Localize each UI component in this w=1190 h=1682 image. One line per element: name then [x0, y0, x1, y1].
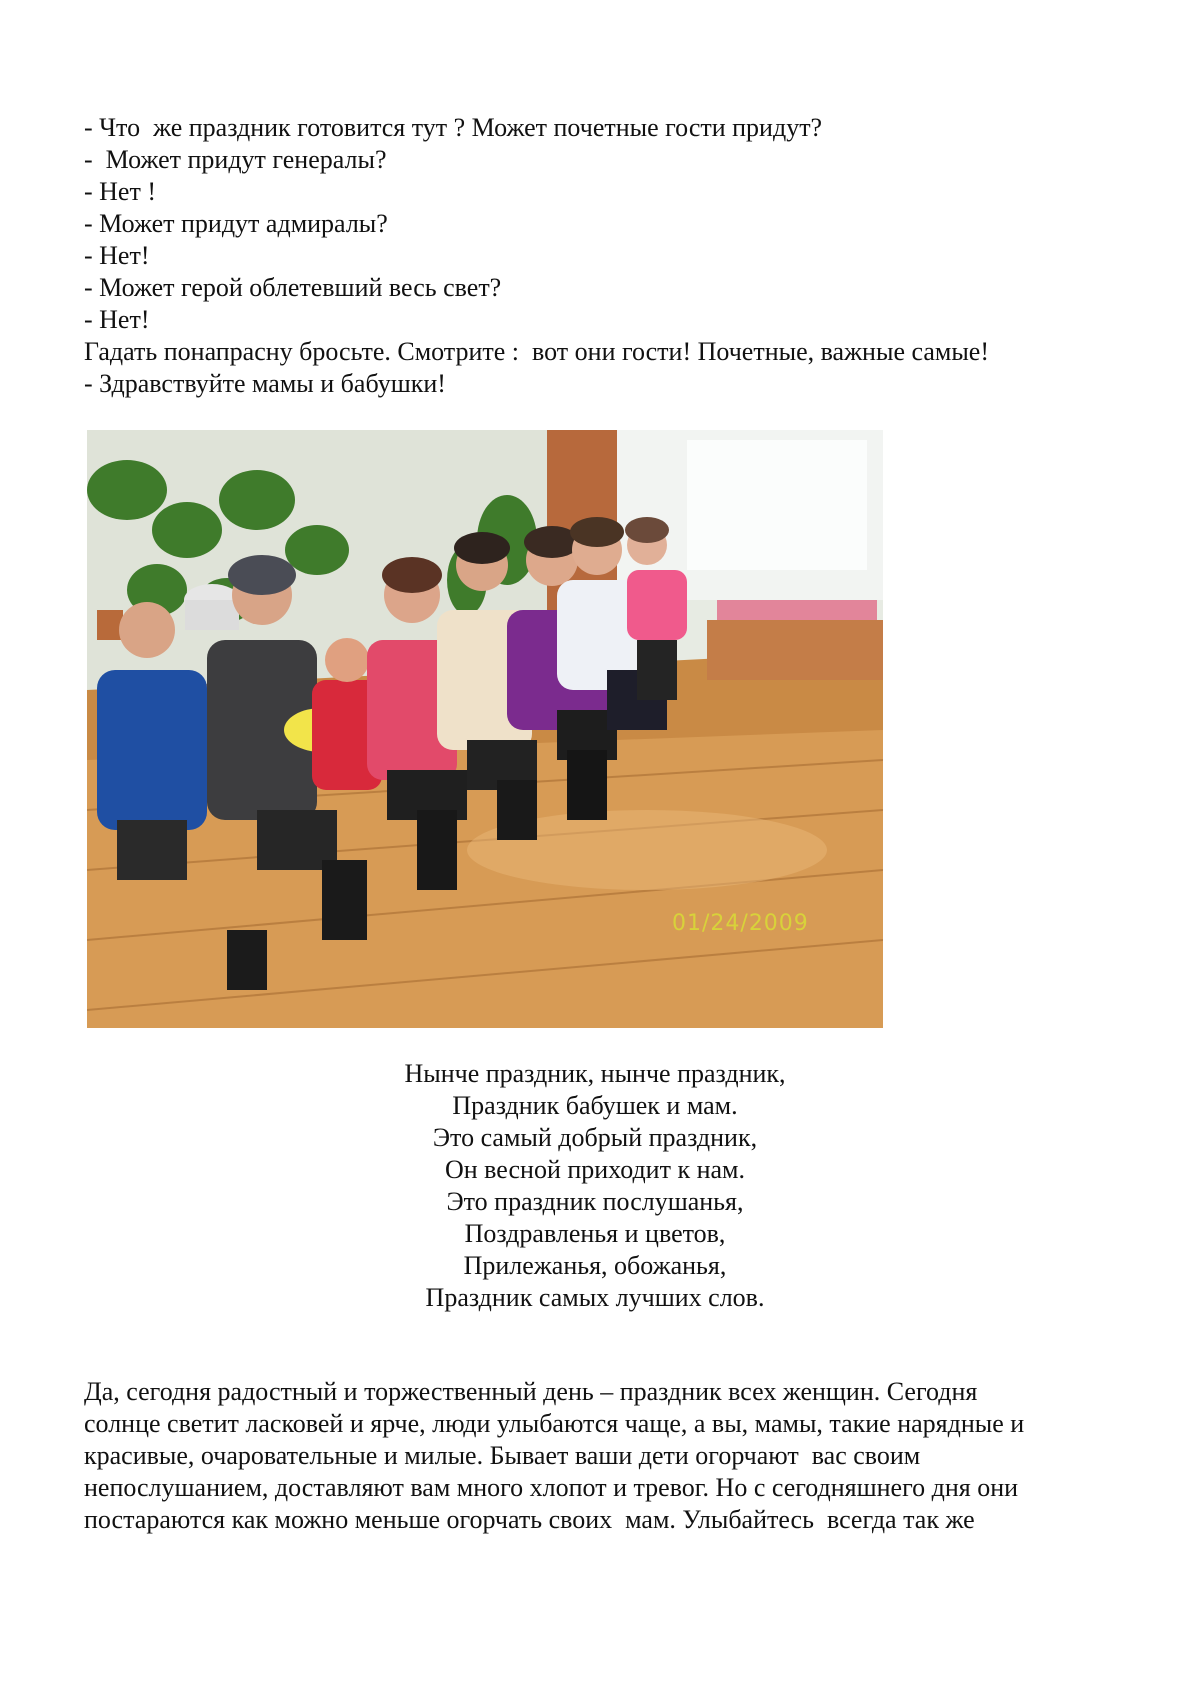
poem-line: Прилежанья, обожанья, [463, 1251, 727, 1280]
dialogue-line: - Может герой облетевший весь свет? [84, 273, 502, 302]
dialogue-line: - Что же праздник готовится тут ? Может почетные гости придут? [84, 113, 823, 142]
dialogue-line: - Здравствуйте мамы и бабушки! [84, 369, 446, 398]
prose-paragraph [84, 1376, 1114, 1536]
dialogue-block [84, 112, 1104, 400]
dialogue-line: - Нет! [84, 241, 150, 270]
group-photo [87, 430, 883, 1028]
prose-line: Да, сегодня радостный и торжественный день – праздник всех женщин. Сегодня [84, 1377, 978, 1406]
poem-line: Поздравленья и цветов, [464, 1219, 726, 1248]
poem-line: Он весной приходит к нам. [444, 1155, 745, 1184]
prose-line: постараются как можно меньше огорчать своих мам. Улыбайтесь всегда так же [84, 1505, 975, 1534]
dialogue-line: - Нет ! [84, 177, 156, 206]
poem-line: Праздник бабушек и мам. [452, 1091, 738, 1120]
dialogue-line: Гадать понапрасну бросьте. Смотрите : вот они гости! Почетные, важные самые! [84, 337, 989, 366]
poem-line: Праздник самых лучших слов. [425, 1283, 765, 1312]
prose-line: солнце светит ласковей и ярче, люди улыбаются чаще, а вы, мамы, такие нарядные и [84, 1409, 1025, 1438]
poem-line: Это праздник послушанья, [446, 1187, 744, 1216]
dialogue-line: - Нет! [84, 305, 150, 334]
photo-date-stamp: 01/24/2009 [672, 911, 809, 936]
dialogue-line: - Может придут генералы? [84, 145, 387, 174]
prose-line: красивые, очаровательные и милые. Бывает ваши дети огорчают вас своим [84, 1441, 921, 1470]
poem-line: Нынче праздник, нынче праздник, [404, 1059, 786, 1088]
dialogue-line: - Может придут адмиралы? [84, 209, 388, 238]
prose-line: непослушанием, доставляют вам много хлопот и тревог. Но с сегодняшнего дня они [84, 1473, 1019, 1502]
poem-line: Это самый добрый праздник, [432, 1123, 758, 1152]
poem-block [300, 1058, 890, 1314]
